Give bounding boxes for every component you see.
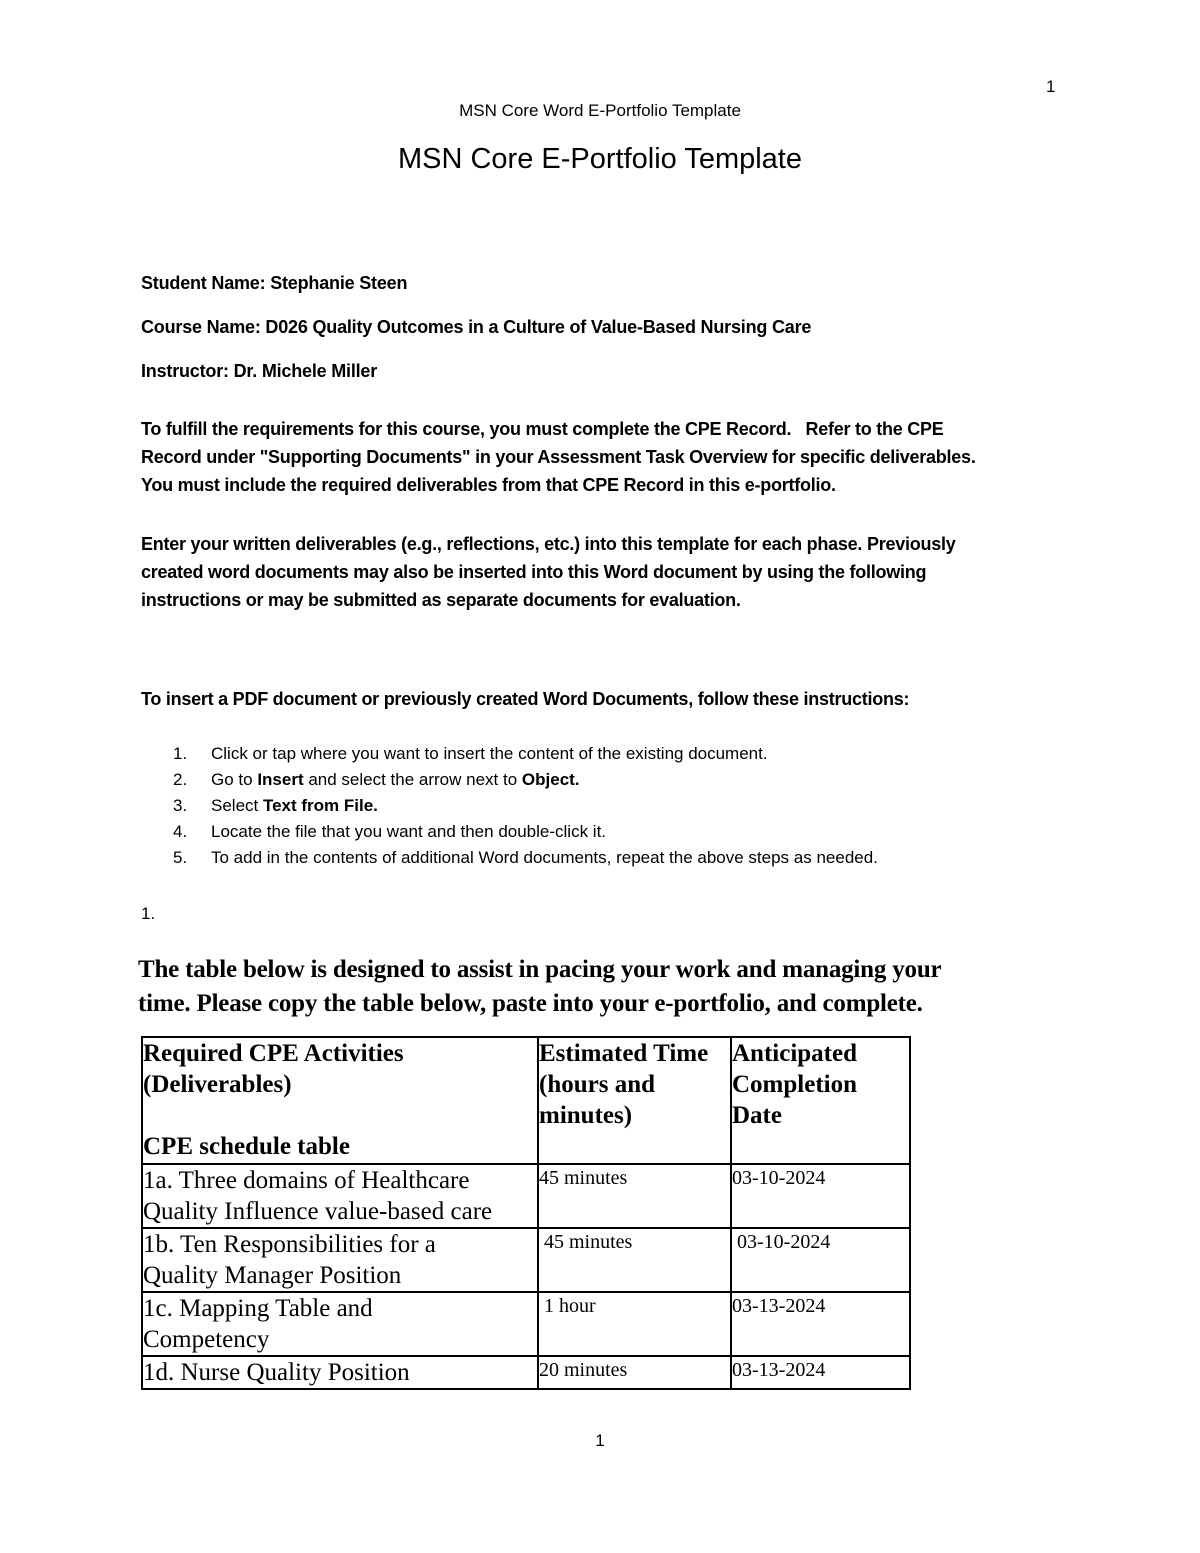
step-text: Click or tap where you want to insert the content of the existing document.: [211, 744, 768, 763]
step-text: Locate the file that you want and then double-click it.: [211, 822, 607, 841]
time-cell: 20 minutes: [538, 1356, 731, 1389]
requirements-paragraph: [141, 415, 1041, 499]
header-text: Anticipated: [732, 1040, 857, 1067]
paragraph-line: Enter your written deliverables (e.g., reflections, etc.) into this template for each phase. Previously: [141, 534, 956, 554]
table-intro: [138, 953, 1088, 1021]
header-text: (Deliverables): [143, 1071, 292, 1098]
course-name: Course Name: D026 Quality Outcomes in a Culture of Value-Based Nursing Care: [141, 317, 812, 337]
list-number: 5.: [173, 848, 188, 867]
running-header: MSN Core Word E-Portfolio Template: [459, 101, 741, 120]
header-text: Completion: [732, 1071, 857, 1098]
date-cell: 03-10-2024: [731, 1164, 910, 1228]
paragraph-line: You must include the required deliverables from that CPE Record in this e-portfolio.: [141, 475, 836, 495]
step-text: Go to: [211, 770, 258, 789]
page-number-bottom: 1: [595, 1431, 605, 1450]
header-text: (hours and: [539, 1071, 656, 1098]
step-text: and select the arrow next to: [303, 770, 522, 789]
cpe-schedule-table: [141, 1036, 911, 1390]
paragraph-line: instructions or may be submitted as separate documents for evaluation.: [141, 590, 741, 610]
header-activities: [142, 1037, 538, 1164]
instructor-name: Instructor: Dr. Michele Miller: [141, 361, 378, 381]
activity-cell: 1a. Three domains of Healthcare Quality Influence value-based care: [142, 1164, 538, 1228]
list-number-1: 1.: [141, 904, 156, 923]
paragraph-line: created word documents may also be inserted into this Word document by using the following: [141, 562, 927, 582]
list-item: [141, 793, 1091, 819]
header-text: Required CPE Activities: [143, 1040, 404, 1067]
date-cell: 03-13-2024: [731, 1356, 910, 1389]
deliverables-paragraph: [141, 530, 1041, 614]
table-row: [142, 1228, 910, 1292]
table-caption: CPE schedule table: [143, 1133, 350, 1160]
header-text: Date: [732, 1102, 782, 1129]
list-item: [141, 845, 1091, 871]
list-number: 2.: [173, 770, 188, 789]
step-text: To add in the contents of additional Word documents, repeat the above steps as needed.: [211, 848, 878, 867]
time-cell: 45 minutes: [538, 1164, 731, 1228]
step-bold-text: Text from File.: [262, 796, 378, 815]
step-bold-text: Object.: [521, 770, 580, 789]
table-header-row: [142, 1037, 910, 1164]
date-cell: 03-13-2024: [731, 1292, 910, 1356]
instructions-list: [141, 741, 1091, 871]
table-row: [142, 1292, 910, 1356]
list-item: [141, 741, 1091, 767]
list-item: [141, 767, 1091, 793]
table-intro-line: The table below is designed to assist in pacing your work and managing your: [138, 956, 942, 983]
list-number: 3.: [173, 796, 188, 815]
time-cell: 1 hour: [538, 1292, 731, 1356]
table-row: [142, 1356, 910, 1389]
header-estimated-time: [538, 1037, 731, 1164]
table-intro-line: time. Please copy the table below, paste into your e-portfolio, and complete.: [138, 990, 923, 1017]
header-completion-date: [731, 1037, 910, 1164]
date-cell: 03-10-2024: [731, 1228, 910, 1292]
paragraph-line: To fulfill the requirements for this course, you must complete the CPE Record. Refer to the CPE: [141, 419, 944, 439]
table-row: [142, 1164, 910, 1228]
header-text: Estimated Time: [539, 1040, 709, 1067]
student-name: Student Name: Stephanie Steen: [141, 273, 408, 293]
time-cell: 45 minutes: [538, 1228, 731, 1292]
paragraph-line: Record under "Supporting Documents" in your Assessment Task Overview for specific deliverables.: [141, 447, 976, 467]
list-item: [141, 819, 1091, 845]
step-text: Select: [211, 796, 263, 815]
activity-cell: 1c. Mapping Table and Competency: [142, 1292, 538, 1356]
list-number: 4.: [173, 822, 188, 841]
list-number: 1.: [173, 744, 188, 763]
activity-cell: 1b. Ten Responsibilities for a Quality Manager Position: [142, 1228, 538, 1292]
document-title: MSN Core E-Portfolio Template: [397, 143, 802, 175]
page-number-top: 1: [1046, 77, 1056, 96]
step-bold-text: Insert: [257, 770, 304, 789]
instructions-heading: To insert a PDF document or previously created Word Documents, follow these instructions:: [141, 689, 910, 709]
header-text: minutes): [539, 1102, 633, 1129]
activity-cell: 1d. Nurse Quality Position: [142, 1356, 538, 1389]
